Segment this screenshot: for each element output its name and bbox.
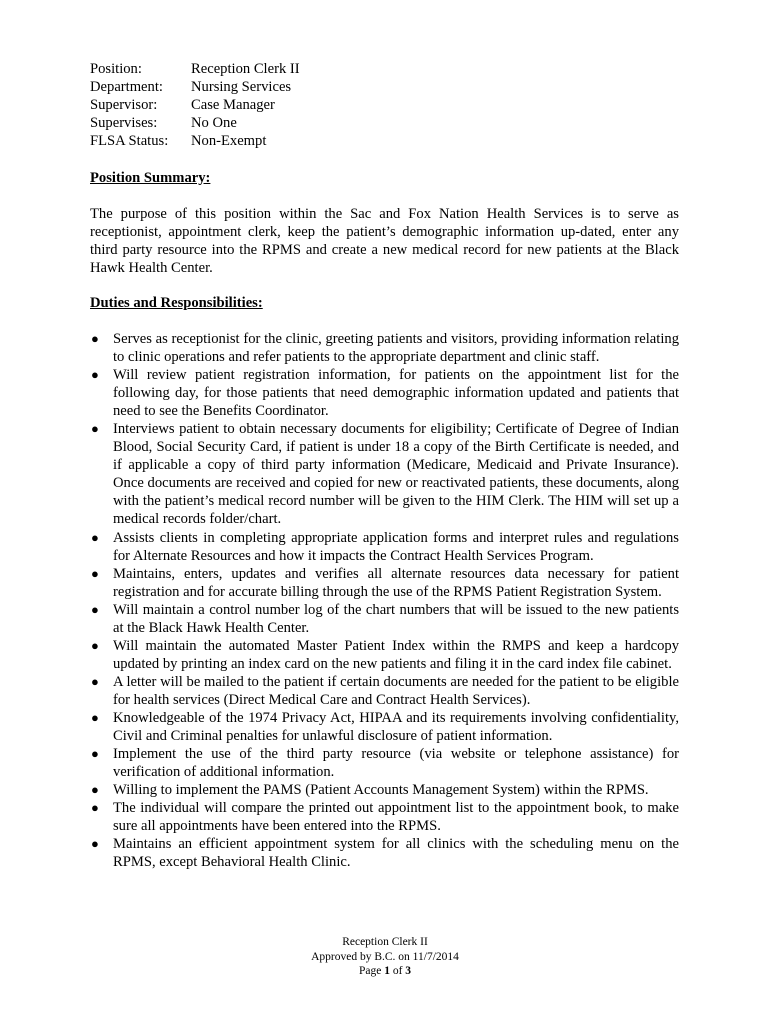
- list-item: [90, 601, 679, 637]
- duty-text: Maintains an efficient appointment system for all clinics with the scheduling menu on the RPMS, except Behavioral Health Clinic.: [113, 836, 679, 871]
- position-label: Position:: [90, 61, 142, 77]
- footer-approval: Approved by B.C. on 11/7/2014: [311, 950, 459, 963]
- flsa-status-value: Non-Exempt: [191, 133, 267, 150]
- department-value: Nursing Services: [191, 79, 292, 96]
- header-row-supervises: [90, 114, 300, 132]
- duty-text: The individual will compare the printed out appointment list to the appointment book, to make sure all appointments have been entered into the RPMS.: [113, 800, 679, 835]
- list-item: [90, 366, 679, 420]
- duty-text: Maintains, enters, updates and verifies all alternate resources data necessary for patient registration and for accurate billing through the use of the RPMS Patient Registration System.: [113, 565, 679, 600]
- duty-text: Will maintain the automated Master Patient Index within the RMPS and keep a hardcopy updated by printing an index card on the new patients and filing it in the card index file cabinet.: [113, 637, 679, 672]
- page-total: 3: [405, 965, 412, 977]
- list-item: [90, 330, 679, 366]
- of-word: of: [392, 965, 403, 977]
- duties-heading: Duties and Responsibilities:: [90, 295, 263, 311]
- bullet-icon: ●: [91, 709, 99, 725]
- supervisor-value: Case Manager: [191, 97, 275, 114]
- header-row-flsa-status: [90, 132, 300, 150]
- bullet-icon: ●: [91, 529, 99, 545]
- bullet-icon: ●: [91, 673, 99, 689]
- duty-text: Assists clients in completing appropriate application forms and interpret rules and regulations for Alternate Resources and how it impacts the Contract Health Services Program.: [113, 529, 679, 564]
- list-item: [90, 673, 679, 709]
- department-label: Department:: [90, 79, 163, 96]
- bullet-icon: ●: [91, 331, 99, 346]
- page-number: 1: [384, 965, 390, 977]
- supervises-label: Supervises:: [90, 115, 158, 132]
- bullet-icon: ●: [91, 836, 99, 852]
- page-word: Page: [358, 965, 382, 977]
- position-summary-heading: Position Summary:: [90, 170, 211, 186]
- job-header: [90, 60, 300, 150]
- duty-text: Serves as receptionist for the clinic, greeting patients and visitors, providing information relating to clinic operations and refer patients to the appropriate department and clinic staff.: [113, 331, 679, 366]
- header-row-supervisor: [90, 96, 300, 114]
- duty-text: Will review patient registration information, for patients on the appointment list for the following day, for those patients that need demographic information updated and patients that need to see the Benefits Coordinator.: [113, 367, 679, 420]
- supervisor-label: Supervisor:: [90, 97, 158, 114]
- list-item: [90, 529, 679, 565]
- bullet-icon: ●: [91, 367, 99, 383]
- duty-text: Interviews patient to obtain necessary documents for eligibility; Certificate of Degree of Indian Blood, Social Security Card, if patient is under 18 a copy of the Birth Certificate is needed, and if applicable a copy of third party information (Medicare, Medicaid and Private Insurance). Once documents are received and copied for new or reactivated patients, these documents, along with the patient’s medical record number will be given to the HIM Clerk. The HIM will set up a medical records folder/chart.: [113, 421, 679, 528]
- supervises-value: No One: [191, 115, 237, 132]
- bullet-icon: ●: [91, 746, 99, 762]
- duty-text: Will maintain a control number log of the chart numbers that will be issued to the new patients at the Black Hawk Health Center.: [113, 601, 679, 636]
- header-row-department: [90, 78, 300, 96]
- list-item: [90, 565, 679, 601]
- list-item: [90, 637, 679, 673]
- list-item: [90, 420, 679, 528]
- flsa-status-label: FLSA Status:: [90, 133, 169, 150]
- position-summary-text: The purpose of this position within the Sac and Fox Nation Health Services is to serve as receptionist, appointment clerk, keep the patient’s demographic information up-dated, enter any third party resource into the RPMS and create a new medical record for new patients at the Black Hawk Health Center.: [90, 206, 679, 277]
- position-value: Reception Clerk II: [191, 61, 300, 77]
- header-row-position: [90, 60, 300, 78]
- list-item: [90, 781, 679, 799]
- duty-text: Knowledgeable of the 1974 Privacy Act, HIPAA and its requirements involving confidentiality, Civil and Criminal penalties for unlawful disclosure of patient information.: [113, 709, 679, 745]
- list-item: [90, 709, 679, 745]
- duty-text: Willing to implement the PAMS (Patient Accounts Management System) within the RPMS.: [113, 782, 649, 799]
- duty-text: Implement the use of the third party resource (via website or telephone assistance) for verification of additional information.: [113, 746, 679, 781]
- bullet-icon: ●: [91, 637, 99, 653]
- bullet-icon: ●: [91, 782, 99, 798]
- duty-text: A letter will be mailed to the patient if certain documents are needed for the patient to be eligible for health services (Direct Medical Care and Contract Health Services).: [113, 673, 679, 708]
- bullet-icon: ●: [91, 565, 99, 581]
- page-indicator: [0, 964, 770, 979]
- bullet-icon: ●: [91, 800, 99, 816]
- bullet-icon: ●: [91, 421, 99, 437]
- list-item: [90, 835, 679, 871]
- duties-list: [90, 330, 679, 871]
- list-item: [90, 745, 679, 781]
- footer-title: Reception Clerk II: [342, 936, 428, 948]
- list-item: [90, 799, 679, 835]
- bullet-icon: ●: [91, 601, 99, 617]
- page-footer: [0, 935, 770, 979]
